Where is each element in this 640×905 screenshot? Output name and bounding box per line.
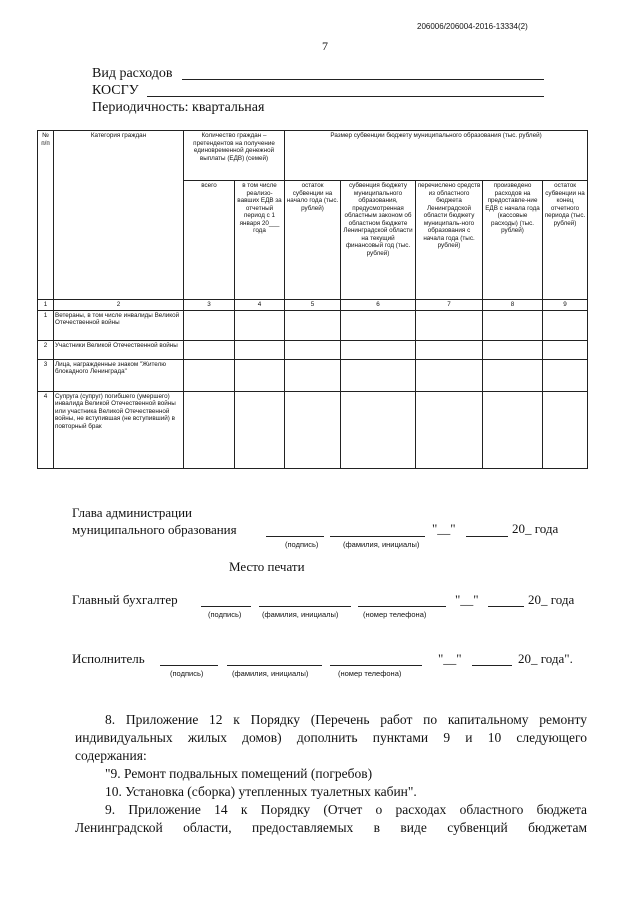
empty-cell (341, 359, 416, 391)
header-count: Количество граждан – претендентов на получение единовременной денежной выплаты (ЕДВ) (семей) (184, 131, 285, 181)
empty-cell (416, 359, 483, 391)
empty-cell (483, 391, 543, 468)
para-8-line1: 8. Приложение 12 к Порядку (Перечень работ по капитальному ремонту (105, 712, 587, 727)
item-9: "9. Ремонт подвальных помещений (погребов) (105, 766, 373, 781)
executor-caption-name: (фамилия, инициалы) (232, 669, 309, 678)
empty-cell (543, 359, 588, 391)
accountant-phone-line (358, 606, 446, 607)
empty-cell (285, 391, 341, 468)
para-9-line2: Ленинградской области, предоставляемых в виде субвенций бюджетам (75, 820, 587, 835)
empty-cell (483, 359, 543, 391)
empty-cell (235, 310, 285, 340)
row-category: Лица, награжденные знаком "Жителю блокадного Ленинграда" (54, 359, 184, 391)
head-title-line2: муниципального образования (72, 522, 237, 537)
empty-cell (285, 340, 341, 359)
empty-cell (341, 340, 416, 359)
accountant-date-month-line (488, 606, 524, 607)
col-number: 4 (235, 300, 285, 311)
kosgu-label: КОСГУ (92, 83, 139, 98)
executor-caption-signature: (подпись) (170, 669, 204, 678)
head-date-day: "__" (432, 521, 456, 536)
head-signature-line (266, 536, 324, 537)
empty-cell (416, 340, 483, 359)
header-realized: в том числе реализо-вавших ЕДВ за отчетный период с 1 января 20___ года (235, 181, 285, 300)
empty-cell (483, 310, 543, 340)
empty-cell (285, 359, 341, 391)
table-row (38, 359, 588, 391)
executor-date-month-line (472, 665, 512, 666)
col-number: 7 (416, 300, 483, 311)
empty-cell (543, 391, 588, 468)
head-caption-name: (фамилия, инициалы) (343, 540, 420, 549)
executor-signature-line (160, 665, 218, 666)
table-row (38, 310, 588, 340)
header-expenses: произведено расходов на предоставле-ние ЕДВ с начала года (кассовые расходы) (тыс. рублей) (483, 181, 543, 300)
empty-cell (483, 340, 543, 359)
accountant-signature-line (201, 606, 251, 607)
header-subsidy-law: субвенция бюджету муниципального образования, предусмотренная областным законом об областном бюджете Ленинградской области на текущий финансовый год (тыс. рублей) (341, 181, 416, 300)
document-id: 206006/206004-2016-13334(2) (417, 22, 528, 31)
col-number: 2 (54, 300, 184, 311)
accountant-label: Главный бухгалтер (72, 592, 178, 607)
col-number: 5 (285, 300, 341, 311)
col-number: 8 (483, 300, 543, 311)
row-number: 4 (38, 391, 54, 468)
row-number: 2 (38, 340, 54, 359)
para-8-line2: индивидуальных жилых домов) дополнить пунктами 9 и 10 следующего (75, 730, 587, 745)
empty-cell (543, 310, 588, 340)
accountant-date-day: "__" (455, 592, 479, 607)
executor-caption-phone: (номер телефона) (338, 669, 402, 678)
kosgu-line (147, 96, 544, 97)
header-balance-end: остаток субвенции на конец отчетного периода (тыс. рублей) (543, 181, 588, 300)
head-caption-signature: (подпись) (285, 540, 319, 549)
accountant-date-year: 20_ года (528, 592, 575, 607)
empty-cell (285, 310, 341, 340)
page-number: 7 (322, 39, 328, 53)
empty-cell (184, 310, 235, 340)
col-number: 6 (341, 300, 416, 311)
accountant-caption-phone: (номер телефона) (363, 610, 427, 619)
accountant-caption-name: (фамилия, инициалы) (262, 610, 339, 619)
row-category: Ветераны, в том числе инвалиды Великой Отечественной войны (54, 310, 184, 340)
accountant-name-line (259, 606, 351, 607)
head-date-month-line (466, 536, 508, 537)
executor-name-line (227, 665, 322, 666)
expense-type-line (182, 79, 544, 80)
empty-cell (184, 359, 235, 391)
header-subsidy: Размер субвенции бюджету муниципального образования (тыс. рублей) (285, 131, 588, 181)
stamp-place: Место печати (229, 559, 305, 574)
empty-cell (341, 391, 416, 468)
para-9-line1: 9. Приложение 14 к Порядку (Отчет о расходах областного бюджета (105, 802, 587, 817)
executor-phone-line (330, 665, 422, 666)
row-number: 1 (38, 310, 54, 340)
executor-label: Исполнитель (72, 651, 145, 666)
table-row (38, 340, 588, 359)
col-number: 1 (38, 300, 54, 311)
periodicity-label: Периодичность: квартальная (92, 100, 265, 115)
empty-cell (341, 310, 416, 340)
head-title-line1: Глава администрации (72, 505, 193, 520)
empty-cell (184, 340, 235, 359)
report-table (37, 130, 588, 469)
row-category: Участники Великой Отечественной войны (54, 340, 184, 359)
empty-cell (235, 340, 285, 359)
head-date-year: 20_ года (512, 521, 559, 536)
empty-cell (543, 340, 588, 359)
row-category: Супруга (супруг) погибшего (умершего) инвалида Великой Отечественной войны или участника Великой Отечественной войны, не вступившая (не вступивший) в повторный брак (54, 391, 184, 468)
accountant-caption-signature: (подпись) (208, 610, 242, 619)
header-no: № п/п (38, 131, 54, 300)
header-total: всего (184, 181, 235, 300)
head-name-line (330, 536, 425, 537)
empty-cell (416, 310, 483, 340)
col-number: 3 (184, 300, 235, 311)
col-number: 9 (543, 300, 588, 311)
row-number: 3 (38, 359, 54, 391)
executor-date-year: 20_ года". (518, 651, 573, 666)
table-row (38, 391, 588, 468)
item-10: 10. Установка (сборка) утепленных туалетных кабин". (105, 784, 417, 799)
empty-cell (235, 391, 285, 468)
empty-cell (416, 391, 483, 468)
expense-type-label: Вид расходов (92, 66, 173, 81)
para-8-line3: содержания: (75, 748, 147, 763)
empty-cell (184, 391, 235, 468)
empty-cell (235, 359, 285, 391)
header-transferred: перечислено средств из областного бюджета Ленинградской области бюджету муниципаль-ного образования с начала года (тыс. рублей) (416, 181, 483, 300)
header-category: Категория граждан (54, 131, 184, 300)
header-balance-start: остаток субвенции на начало года (тыс. рублей) (285, 181, 341, 300)
executor-date-day: "__" (438, 651, 462, 666)
